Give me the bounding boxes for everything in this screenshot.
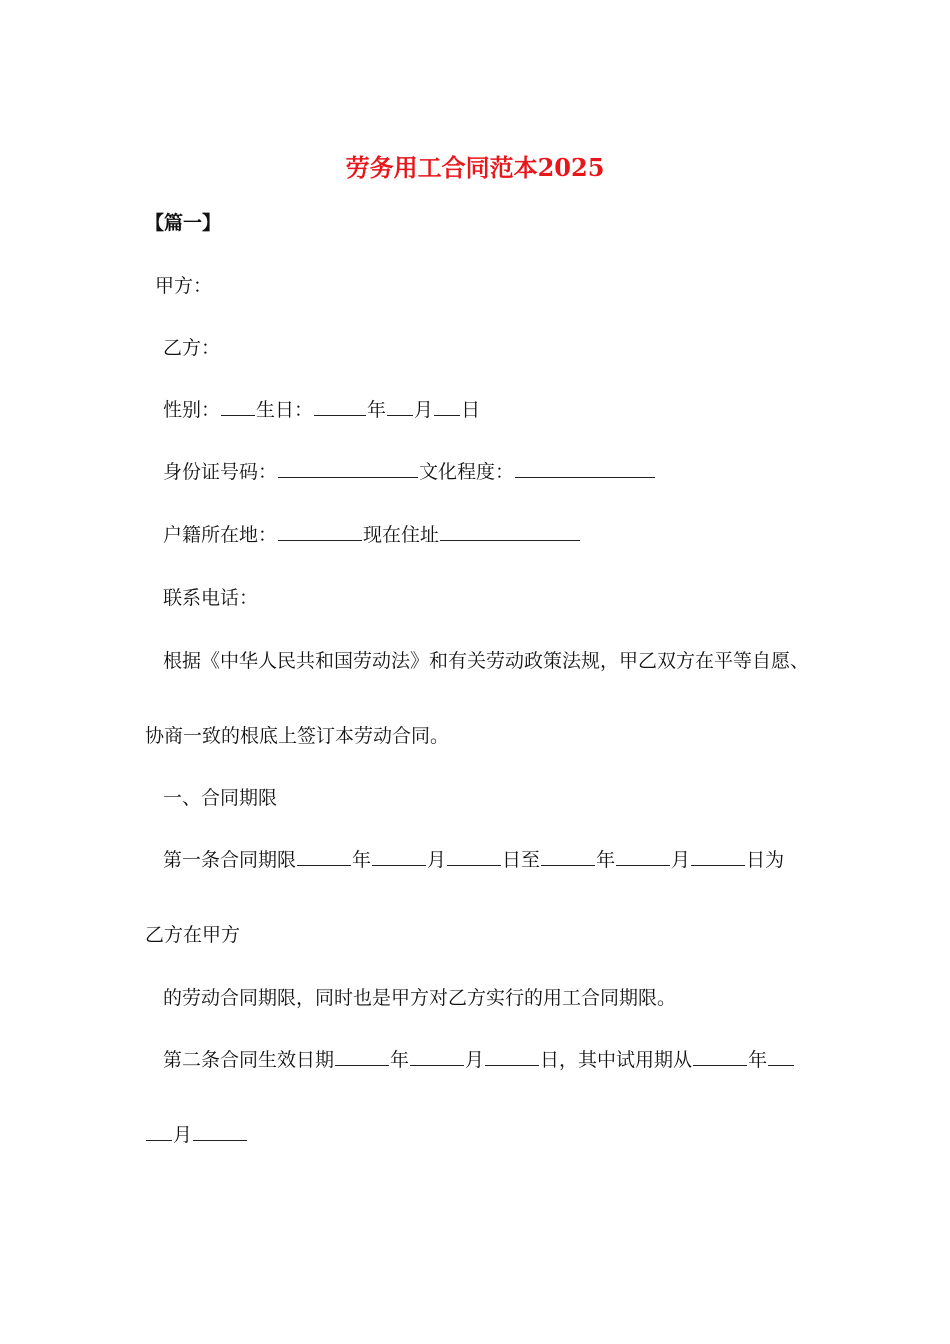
year-label: 年: [748, 1049, 768, 1071]
article1-row: [163, 846, 784, 874]
education-label: 文化程度：: [419, 461, 515, 483]
trial-month-blank-start: [768, 1047, 794, 1066]
paragraph1-line1: 根据《中华人民共和国劳动法》和有关劳动政策法规，甲乙双方在平等自愿、: [163, 650, 810, 672]
end-year-blank: [541, 847, 595, 866]
trial-month-blank: [146, 1122, 172, 1141]
section-label: 【篇一】: [145, 212, 222, 234]
current-address-blank: [440, 522, 580, 541]
month-label: 月: [414, 399, 434, 421]
month-label: 月: [427, 849, 447, 871]
article2-label: 第二条合同生效日期: [163, 1049, 335, 1071]
start-day-blank: [447, 847, 501, 866]
id-label: 身份证号码：: [163, 461, 278, 483]
party-b-label: 乙方：: [163, 337, 221, 359]
end-day-blank: [691, 847, 745, 866]
article1-line2: 乙方在甲方: [145, 924, 241, 946]
birth-day-blank: [434, 397, 460, 416]
education-blank: [515, 459, 655, 478]
phone-label: 联系电话：: [163, 587, 259, 609]
day-label: 日: [461, 399, 481, 421]
gender-birthday-row: [163, 396, 480, 424]
day-to-label: 日至: [502, 849, 541, 871]
birthday-label: 生日：: [256, 399, 314, 421]
start-month-blank: [372, 847, 426, 866]
year-label: 年: [352, 849, 372, 871]
gender-label: 性别：: [163, 399, 221, 421]
effective-day-blank: [485, 1047, 539, 1066]
birth-year-blank: [314, 397, 366, 416]
year-label: 年: [390, 1049, 410, 1071]
start-year-blank: [297, 847, 351, 866]
birth-month-blank: [387, 397, 413, 416]
day-as-label: 日为: [746, 849, 785, 871]
party-a-label: 甲方：: [155, 275, 213, 297]
effective-year-blank: [335, 1047, 389, 1066]
domicile-label: 户籍所在地：: [163, 524, 278, 546]
article1-label: 第一条合同期限: [163, 849, 297, 871]
trial-day-blank: [193, 1122, 247, 1141]
gender-blank: [221, 397, 255, 416]
article2-line2: [145, 1121, 248, 1149]
article2-mid-text: 日，其中试用期从: [540, 1049, 693, 1071]
id-education-row: [163, 458, 656, 486]
current-address-label: 现在住址: [363, 524, 440, 546]
end-month-blank: [616, 847, 670, 866]
month-label: 月: [671, 849, 691, 871]
address-row: [163, 521, 581, 549]
article2-row: [163, 1046, 795, 1074]
month-label: 月: [465, 1049, 485, 1071]
domicile-blank: [278, 522, 362, 541]
year-label: 年: [596, 849, 616, 871]
id-blank: [278, 459, 418, 478]
article1-line3: 的劳动合同期限，同时也是甲方对乙方实行的用工合同期限。: [163, 987, 677, 1009]
heading-contract-term: 一、合同期限: [163, 787, 278, 809]
trial-year-blank: [693, 1047, 747, 1066]
effective-month-blank: [410, 1047, 464, 1066]
document-title: 劳务用工合同范本2025: [345, 153, 605, 182]
month-label: 月: [173, 1124, 193, 1146]
paragraph1-line2: 协商一致的根底上签订本劳动合同。: [145, 725, 450, 747]
year-label: 年: [367, 399, 387, 421]
